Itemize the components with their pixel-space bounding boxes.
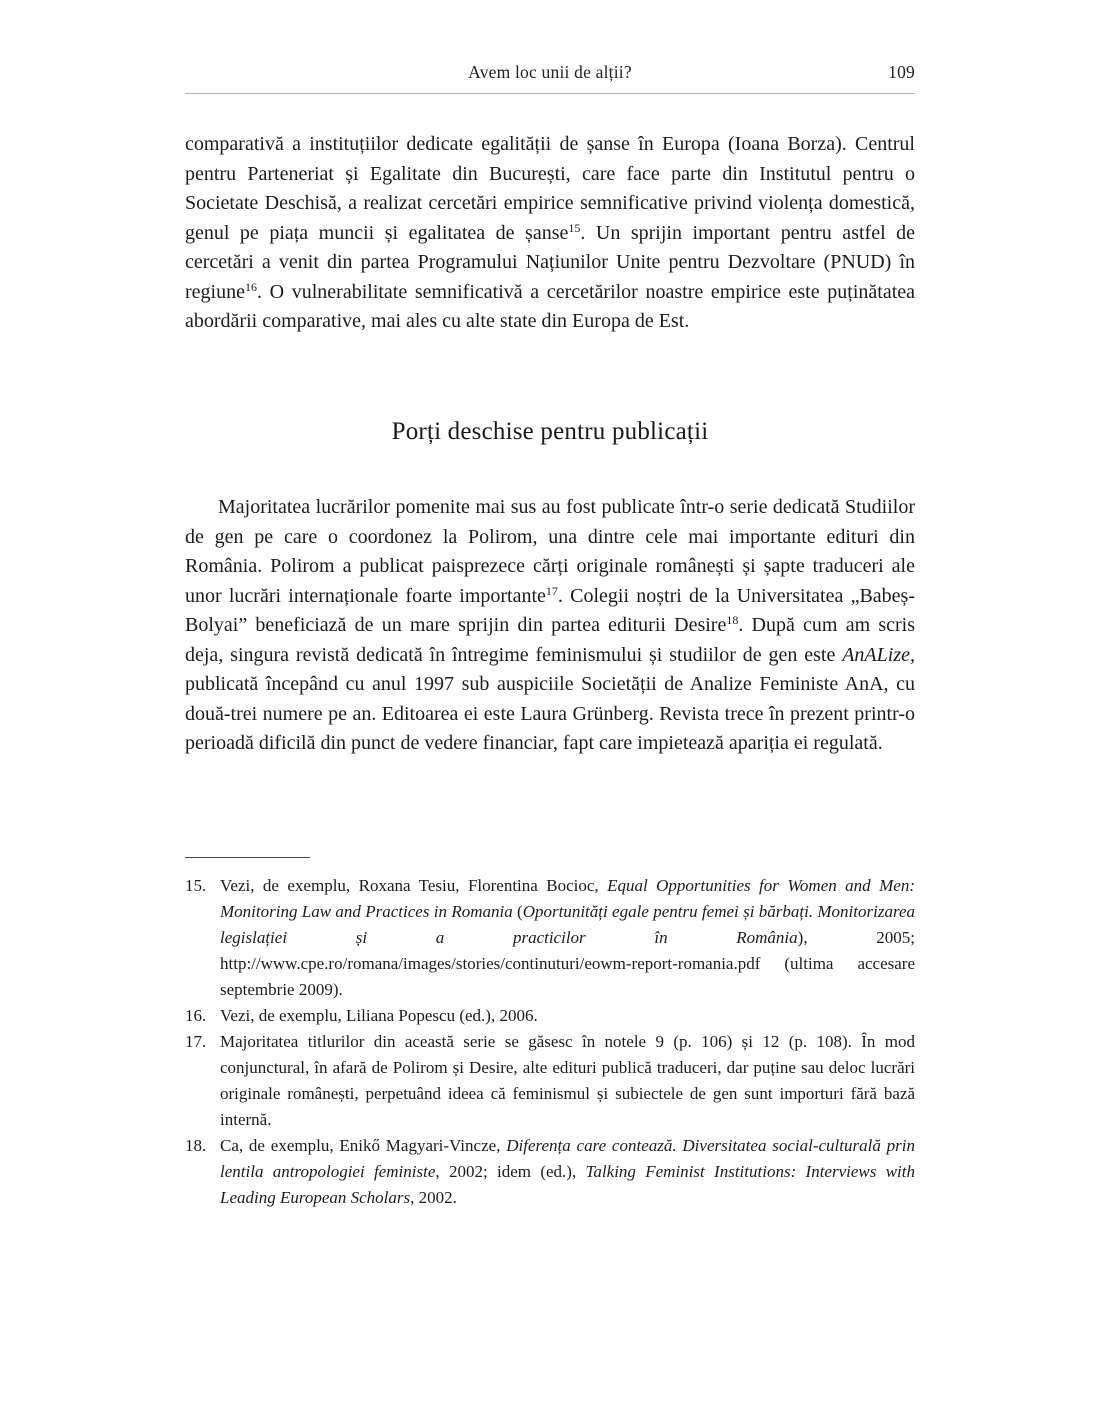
footnote-15	[185, 873, 915, 1003]
header-rule	[185, 93, 915, 94]
footnote-text: Vezi, de exemplu, Liliana Popescu (ed.), 2006.	[220, 1005, 538, 1025]
paragraph-continuation: comparativă a instituțiilor dedicate egalității de șanse în Europa (Ioana Borza). Centrul pentru Parteneriat și Egalitate din București, care face parte din Institutul pentru o Societate Deschisă, a realizat cercetări empirice semnificative privind violența domestică, genul pe piața muncii și egalitatea de șanse$^{15}$. Un sprijin important pentru astfel de cercetări a venit din partea Programului Națiunilor Unite pentru Dezvoltare (PNUD) în regiune$^{16}$. O vulnerabilitate semnificativă a cercetărilor noastre empirice este puținătatea abordării comparative, mai ales cu alte state din Europa de Est.	[185, 133, 915, 332]
footnote-text: Vezi, de exemplu, Roxana Tesiu, Florentina Bocioc, Equal Opportunities for Women and Men: Monitoring Law and Practices in Romania (Oportunități egale pentru femei și bărbați. Monitorizarea legislației și a practicilor în România), 2005; http://www.cpe.ro/romana/images/stories/continuturi/eowm-report-romania.pdf (ultima accesare septembrie 2009).	[220, 875, 915, 999]
footnote-number: 16.	[185, 1005, 207, 1025]
footnote-number: 18.	[185, 1135, 207, 1155]
footnote-text: Majoritatea titlurilor din această serie se găsesc în notele 9 (p. 106) și 12 (p. 108). În mod conjunctural, în afară de Polirom și Desire, alte edituri publică traduceri, dar puține sau deloc lucrări originale românești, perpetuând ideea că feminismul și subiectele de gen sunt importuri fără bază internă.	[220, 1031, 915, 1129]
footnote-17	[185, 1029, 915, 1133]
paragraph-publications: Majoritatea lucrărilor pomenite mai sus au fost publicate într-o serie dedicată Studiilor de gen pe care o coordonez la Polirom, una dintre cele mai importante edituri din România. Polirom a publicat paisprezece cărți originale românești și șapte traduceri ale unor lucrări internaționale foarte importante$^{17}$. Colegii noștri de la Universitatea „Babeș-Bolyai” beneficiază de un mare sprijin din partea editurii Desire$^{18}$. După cum am scris deja, singura revistă dedicată în întregime feminismului și studiilor de gen este AnALize, publicată începând cu anul 1997 sub auspiciile Societății de Analize Feministe AnA, cu două-trei numere pe an. Editoarea ei este Laura Grünberg. Revista trece în prezent printr-o perioadă dificilă din punct de vedere financiar, fapt care impietează apariția ei regulată.	[185, 496, 915, 754]
running-head-title: Avem loc unii de alții?	[468, 62, 632, 82]
footnote-separator-rule	[185, 857, 310, 858]
footnote-18	[185, 1133, 915, 1211]
page-number: 109	[888, 62, 915, 82]
page-body	[185, 130, 915, 759]
footnote-16	[185, 1003, 915, 1029]
footnote-text: Ca, de exemplu, Enikő Magyari-Vincze, Diferența care contează. Diversitatea social-culturală prin lentila antropologiei feministe, 2002; idem (ed.), Talking Feminist Institutions: Interviews with Leading European Scholars, 2002.	[220, 1135, 915, 1207]
footnotes-section	[185, 857, 915, 1211]
section-heading: Porți deschise pentru publicații	[391, 417, 709, 445]
footnote-number: 15.	[185, 875, 207, 895]
footnote-number: 17.	[185, 1031, 207, 1051]
page-header	[185, 60, 915, 84]
